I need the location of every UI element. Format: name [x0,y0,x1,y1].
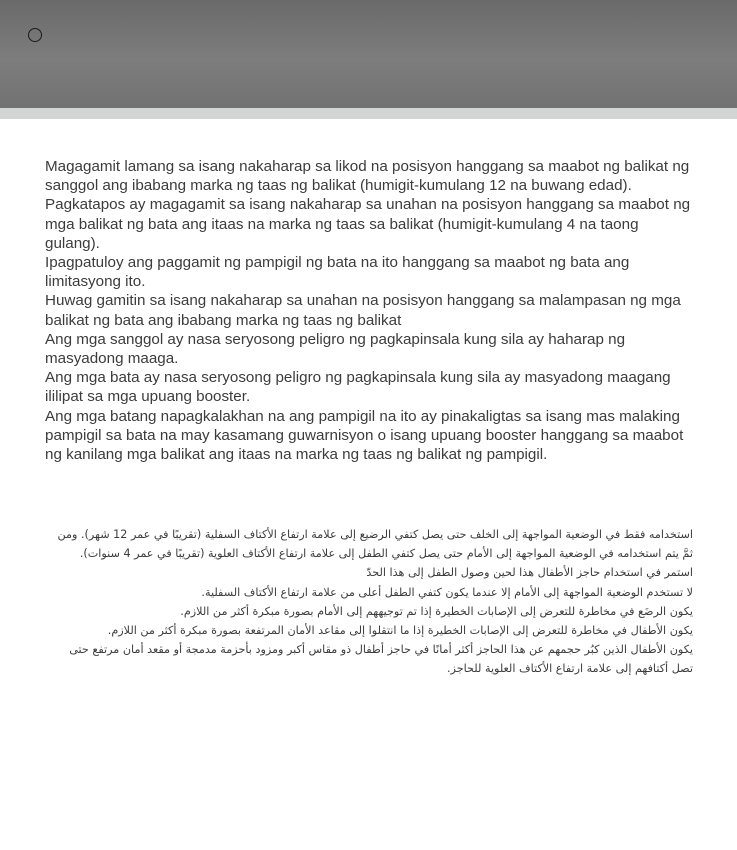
arabic-paragraph-outgrown: يكون الأطفال الذين كبُر حجمهم عن هذا الحاجز أكثر أمانًا في حاجز أطفال ذو مقاس أكبر ومزود بأحزمة مدمجة أو مقعد أمان مرتفع حتى تصل أكتافهم إلى علامة ارتفاع الأكتاف العلوية للحاجز. [69,643,693,676]
header-band [0,0,737,108]
arabic-paragraph-usage: استخدامه فقط في الوضعية المواجهة إلى الخلف حتى يصل كتفي الرضيع إلى علامة ارتفاع الأكتاف السفلية (تقريبًا في عمر 12 شهر). ومن ثمَّ يتم استخدامه في الوضعية المواجهة إلى الأمام حتى يصل كتفي الطفل إلى علامة ارتفاع الأكتاف العلوية (تقريبًا في عمر 4 سنوات). [57,528,693,561]
tagalog-warning-text [45,157,695,464]
tagalog-paragraph-usage: Magagamit lamang sa isang nakaharap sa likod na posisyon hanggang sa maabot ng balikat ng sanggol ang ibabang marka ng taas ng balikat (humigit-kumulang 12 na buwang edad). Pagkatapos ay magagamit sa isang nakaharap sa unahan na posisyon hanggang sa maabot ng mga balikat ng bata ang itaas na marka ng taas sa balikat (humigit-kumulang 4 na taong gulang). [45,158,691,252]
tagalog-paragraph-outgrown: Ang mga batang napagkalakhan na ang pampigil na ito ay pinakaligtas sa isang mas malaking pampigil sa bata na may kasamang guwarnisyon o isang upuang booster hanggang sa maabot ng kanilang mga balikat ang itaas na marka ng taas ng balikat ng pampigil. [45,407,684,464]
tagalog-paragraph-infants: Ang mga sanggol ay nasa seryosong peligro ng pagkapinsala kung sila ay haharap ng masyadong maaga. [45,330,626,368]
header-divider-strip [0,108,737,119]
arabic-paragraph-forward-facing: لا تستخدم الوضعية المواجهة إلى الأمام إلا عندما يكون كتفي الطفل أعلى من علامة ارتفاع الأكتاف السفلية. [201,585,693,599]
tagalog-paragraph-booster: Ang mga bata ay nasa seryosong peligro ng pagkapinsala kung sila ay masyadong maagang ililipat sa mga upuang booster. [45,369,671,406]
arabic-paragraph-continue: استمر في استخدام حاجز الأطفال هذا لحين وصول الطفل إلى هذا الحدّ [366,566,693,580]
arabic-paragraph-booster: يكون الأطفال في مخاطرة للتعرض إلى الإصابات الخطيرة إذا ما انتقلوا إلى مقاعد الأمان المرتفعة بصورة مبكرة أكثر من اللازم. [107,624,693,638]
arabic-warning-text [45,525,693,679]
tagalog-paragraph-forward-facing: Huwag gamitin sa isang nakaharap sa unahan na posisyon hanggang sa malampasan ng mga balikat ng bata ang ibabang marka ng taas ng balikat [45,292,681,329]
tagalog-paragraph-continue: Ipagpatuloy ang paggamit ng pampigil ng bata na ito hanggang sa maabot ng bata ang limitasyong ito. [45,254,630,291]
arabic-paragraph-infants: يكون الرضَع في مخاطرة للتعرض إلى الإصابات الخطيرة إذا تم توجيههم إلى الأمام بصورة مبكرة أكثر من اللازم. [180,604,693,618]
circle-icon[interactable] [28,28,42,42]
